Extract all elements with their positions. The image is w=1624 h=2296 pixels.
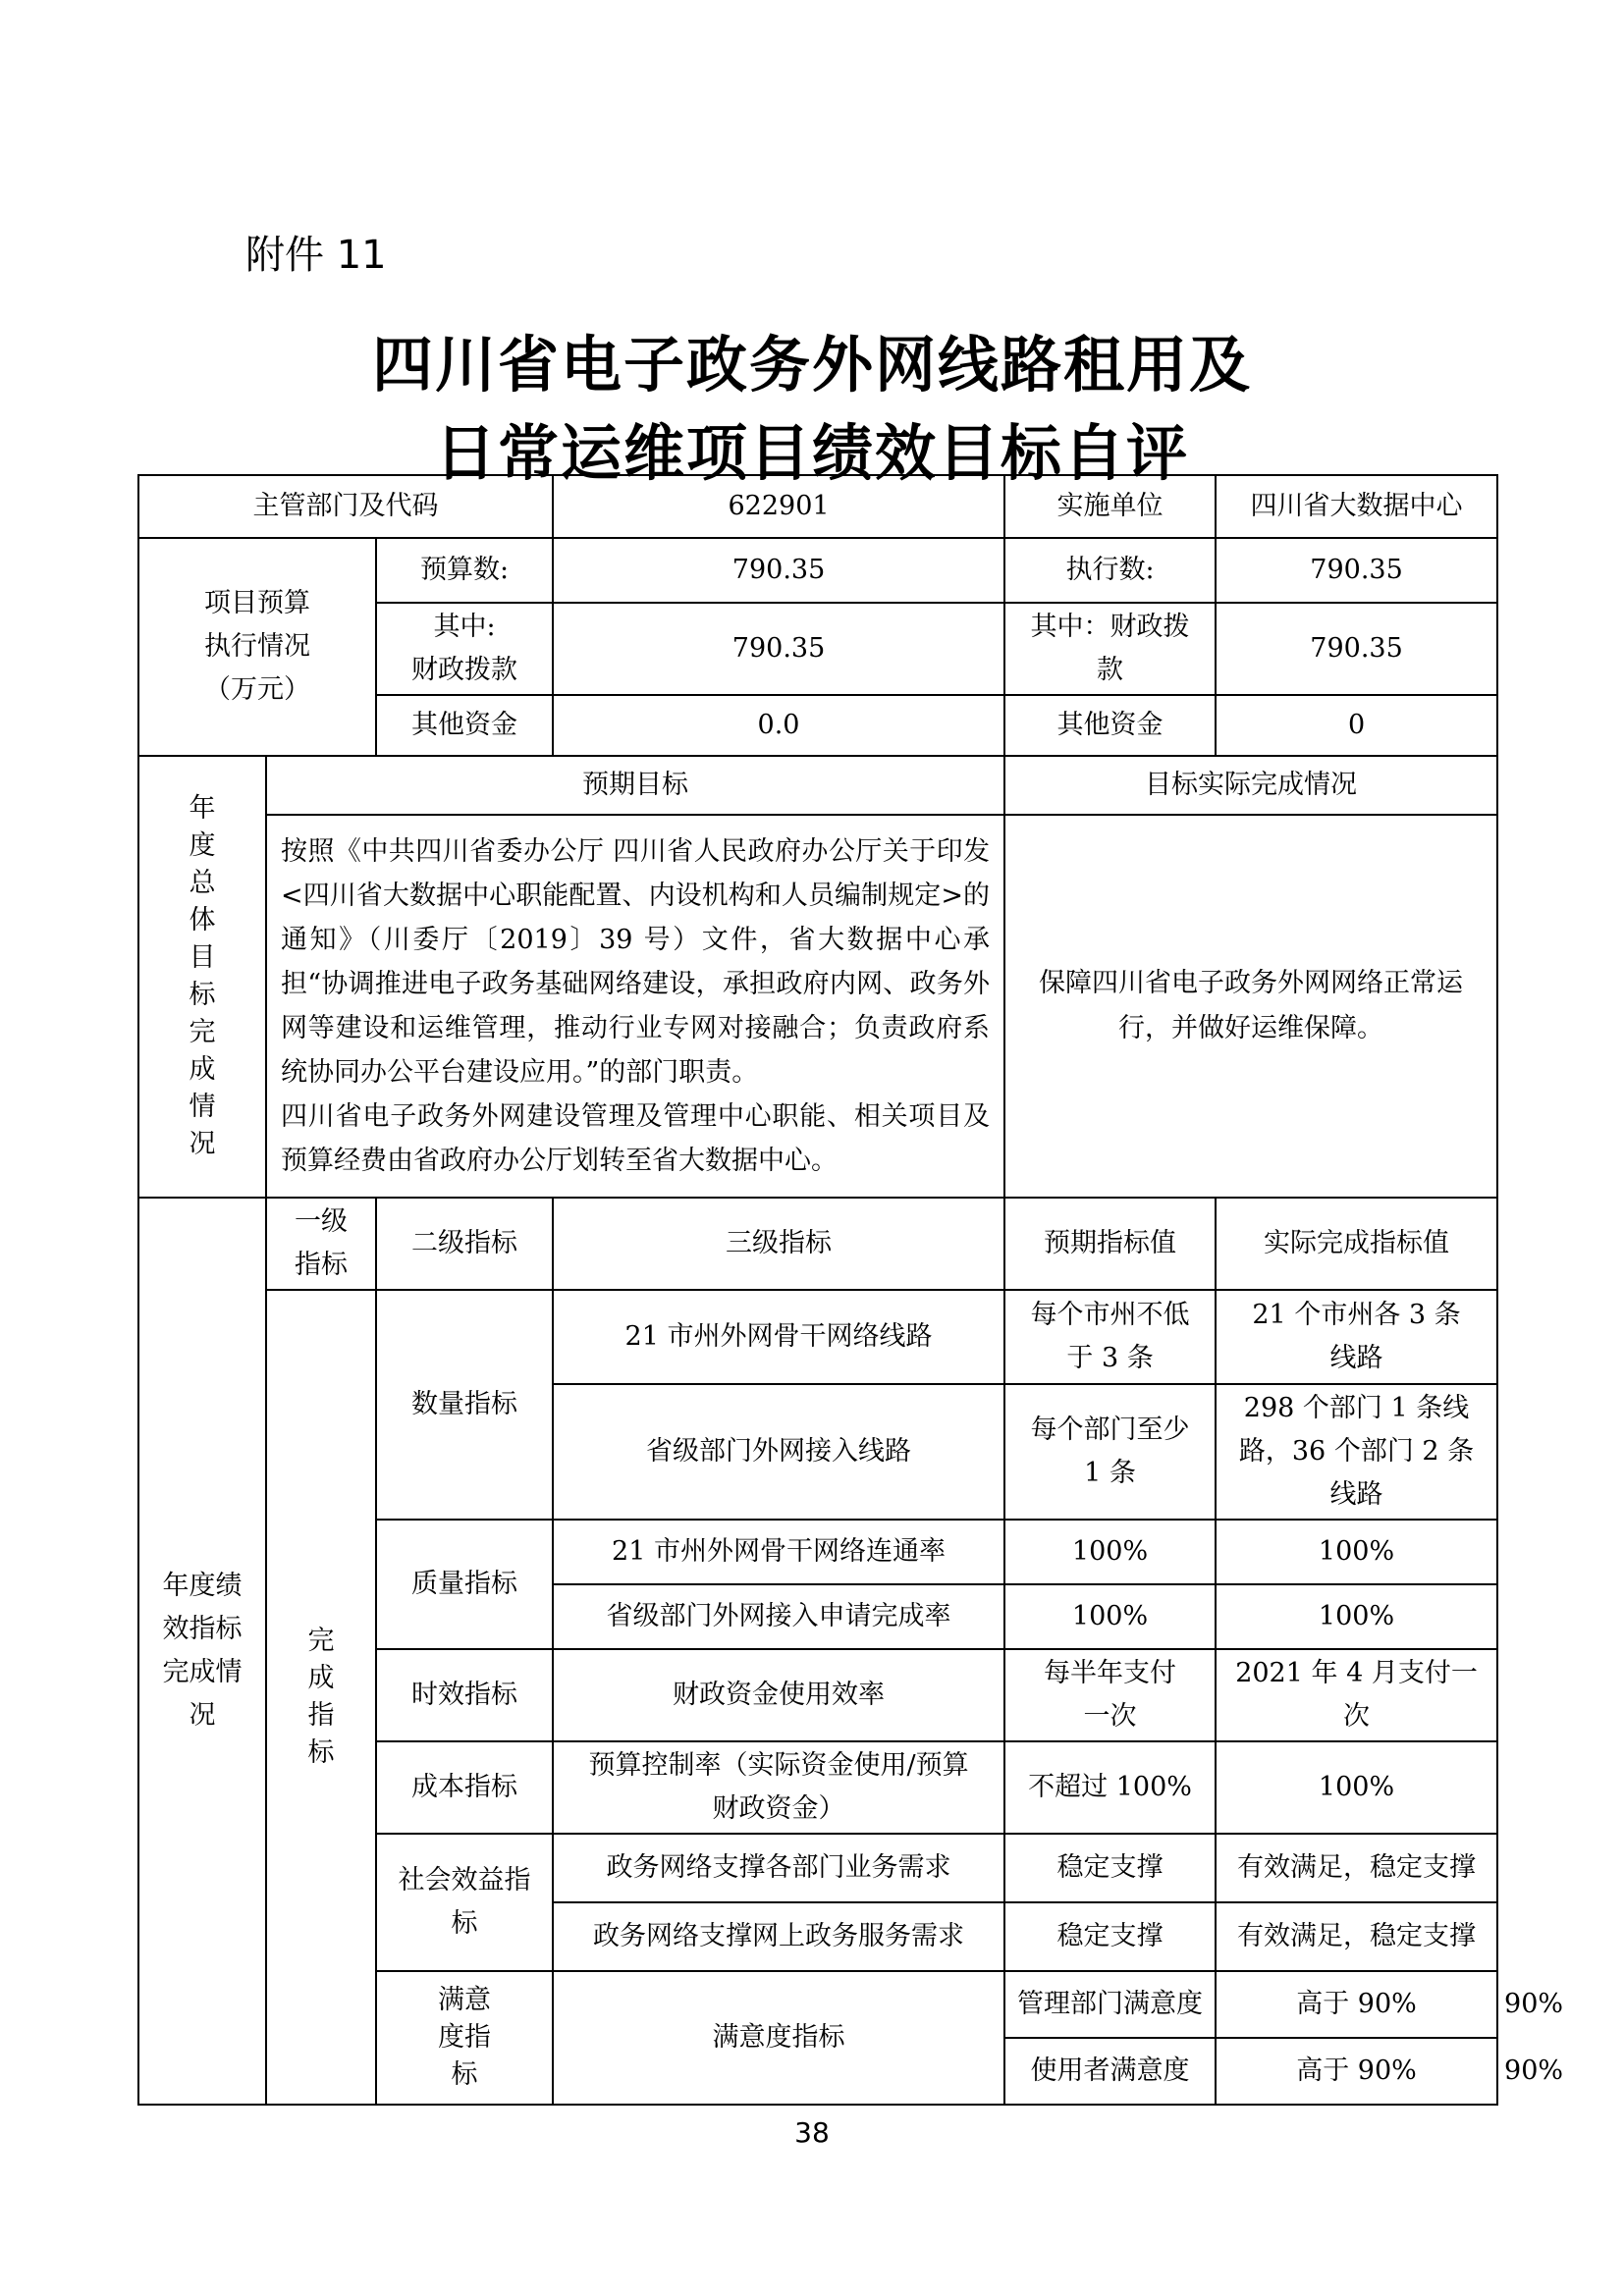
level3-header: 三级指标 [553, 1198, 1004, 1290]
indicator-actual: 有效满足，稳定支撑 [1216, 1902, 1497, 1971]
indicator-section-label: 年度绩 效指标 完成情 况 [138, 1198, 266, 2105]
level1-header: 一级 指标 [266, 1198, 376, 1290]
indicator-name: 使用者满意度 [1004, 2038, 1216, 2105]
indicator-expected: 每半年支付 一次 [1004, 1649, 1216, 1741]
table-row: 满意度指标 满意度指标 管理部门满意度 高于 90% 90% [138, 1971, 1497, 2038]
indicator-actual: 2021 年 4 月支付一 次 [1216, 1649, 1497, 1741]
indicator-actual: 100% [1216, 1520, 1497, 1584]
quantity-indicator-label: 数量指标 [376, 1290, 553, 1520]
indicator-name: 预算控制率（实际资金使用/预算 财政资金） [553, 1741, 1004, 1834]
exec-fiscal-value: 790.35 [1216, 603, 1497, 695]
indicator-expected: 不超过 100% [1004, 1741, 1216, 1834]
expected-goal-text: 按照《中共四川省委办公厅 四川省人民政府办公厅关于印发<四川省大数据中心职能配置、内设机构和人员编制规定>的通知》（川委厅〔2019〕39 号）文件，省大数据中心承担“协调推进电子政务基础网络建设，承担政府内网、政务外网等建设和运维管理，推动行业专网对接融合；负责政府系统协同办公平台建设应用。”的部门职责。 四川省电子政务外网建设管理及管理中心职能、相关项目及预算经费由省政府办公厅划转至省大数据中心。 [266, 815, 1004, 1198]
exec-other-label: 其他资金 [1004, 695, 1216, 756]
budget-row [138, 538, 1497, 603]
indicator-header-row [138, 1198, 1497, 1290]
expected-value-header: 预期指标值 [1004, 1198, 1216, 1290]
budget-value: 790.35 [553, 538, 1004, 603]
indicator-name: 省级部门外网接入线路 [553, 1384, 1004, 1520]
actual-value-header: 实际完成指标值 [1216, 1198, 1497, 1290]
page-number: 38 [794, 2116, 830, 2149]
document-title-line-1: 四川省电子政务外网线路租用及 [371, 329, 1252, 400]
indicator-expected: 100% [1004, 1584, 1216, 1649]
fiscal-value: 790.35 [553, 603, 1004, 695]
indicator-expected: 稳定支撑 [1004, 1902, 1216, 1971]
indicator-name: 管理部门满意度 [1004, 1971, 1216, 2038]
fiscal-label: 其中: 财政拨款 [376, 603, 553, 695]
quality-indicator-label: 质量指标 [376, 1520, 553, 1649]
indicator-actual: 100% [1216, 1741, 1497, 1834]
timeliness-indicator-label: 时效指标 [376, 1649, 553, 1741]
table-row: 使用者满意度 高于 90% 90% [138, 2038, 1497, 2105]
indicator-name: 21 市州外网骨干网络连通率 [553, 1520, 1004, 1584]
indicator-expected: 100% [1004, 1520, 1216, 1584]
impl-unit: 四川省大数据中心 [1216, 475, 1497, 538]
indicator-actual: 298 个部门 1 条线 路，36 个部门 2 条 线路 [1216, 1384, 1497, 1520]
actual-goal-header: 目标实际完成情况 [1004, 756, 1497, 815]
actual-goal-text: 保障四川省电子政务外网网络正常运 行，并做好运维保障。 [1004, 815, 1497, 1198]
indicator-expected: 稳定支撑 [1004, 1834, 1216, 1902]
indicator-actual: 有效满足，稳定支撑 [1216, 1834, 1497, 1902]
indicator-expected: 每个市州不低 于 3 条 [1004, 1290, 1216, 1384]
indicator-actual: 21 个市州各 3 条 线路 [1216, 1290, 1497, 1384]
budget-label: 预算数: [376, 538, 553, 603]
annual-goal-section-label: 年度总体目标完成情况 [138, 756, 266, 1198]
completion-indicator-label: 完成指标 [266, 1290, 376, 2105]
exec-value: 790.35 [1216, 538, 1497, 603]
expected-goal-header: 预期目标 [266, 756, 1004, 815]
annual-goal-header-row [138, 756, 1497, 815]
dept-label: 主管部门及代码 [138, 475, 553, 538]
document-title-line-2: 日常运维项目绩效目标自评 [434, 417, 1189, 489]
indicator-name: 21 市州外网骨干网络线路 [553, 1290, 1004, 1384]
table-row [138, 1290, 1497, 1384]
social-benefit-indicator-label: 社会效益指 标 [376, 1834, 553, 1971]
indicator-expected: 高于 90% [1216, 2038, 1497, 2105]
exec-label: 执行数: [1004, 538, 1216, 603]
cost-indicator-label: 成本指标 [376, 1741, 553, 1834]
other-label: 其他资金 [376, 695, 553, 756]
indicator-name: 省级部门外网接入申请完成率 [553, 1584, 1004, 1649]
indicator-expected: 每个部门至少 1 条 [1004, 1384, 1216, 1520]
annual-goal-content-row [138, 815, 1497, 1198]
budget-section-label: 项目预算 执行情况 （万元） [138, 538, 376, 756]
exec-fiscal-label: 其中：财政拨 款 [1004, 603, 1216, 695]
satisfaction-level1-label: 满意度指标 [376, 1971, 553, 2105]
dept-code: 622901 [553, 475, 1004, 538]
basic-info-row [138, 475, 1497, 538]
impl-label: 实施单位 [1004, 475, 1216, 538]
indicator-name: 政务网络支撑各部门业务需求 [553, 1834, 1004, 1902]
other-value: 0.0 [553, 695, 1004, 756]
attachment-label: 附件 11 [245, 233, 387, 278]
indicator-name: 财政资金使用效率 [553, 1649, 1004, 1741]
exec-other-value: 0 [1216, 695, 1497, 756]
level2-header: 二级指标 [376, 1198, 553, 1290]
satisfaction-indicator-label: 满意度指标 [553, 1971, 1004, 2105]
indicator-name: 政务网络支撑网上政务服务需求 [553, 1902, 1004, 1971]
indicator-expected: 高于 90% [1216, 1971, 1497, 2038]
performance-evaluation-table [137, 474, 1564, 2106]
indicator-actual: 100% [1216, 1584, 1497, 1649]
